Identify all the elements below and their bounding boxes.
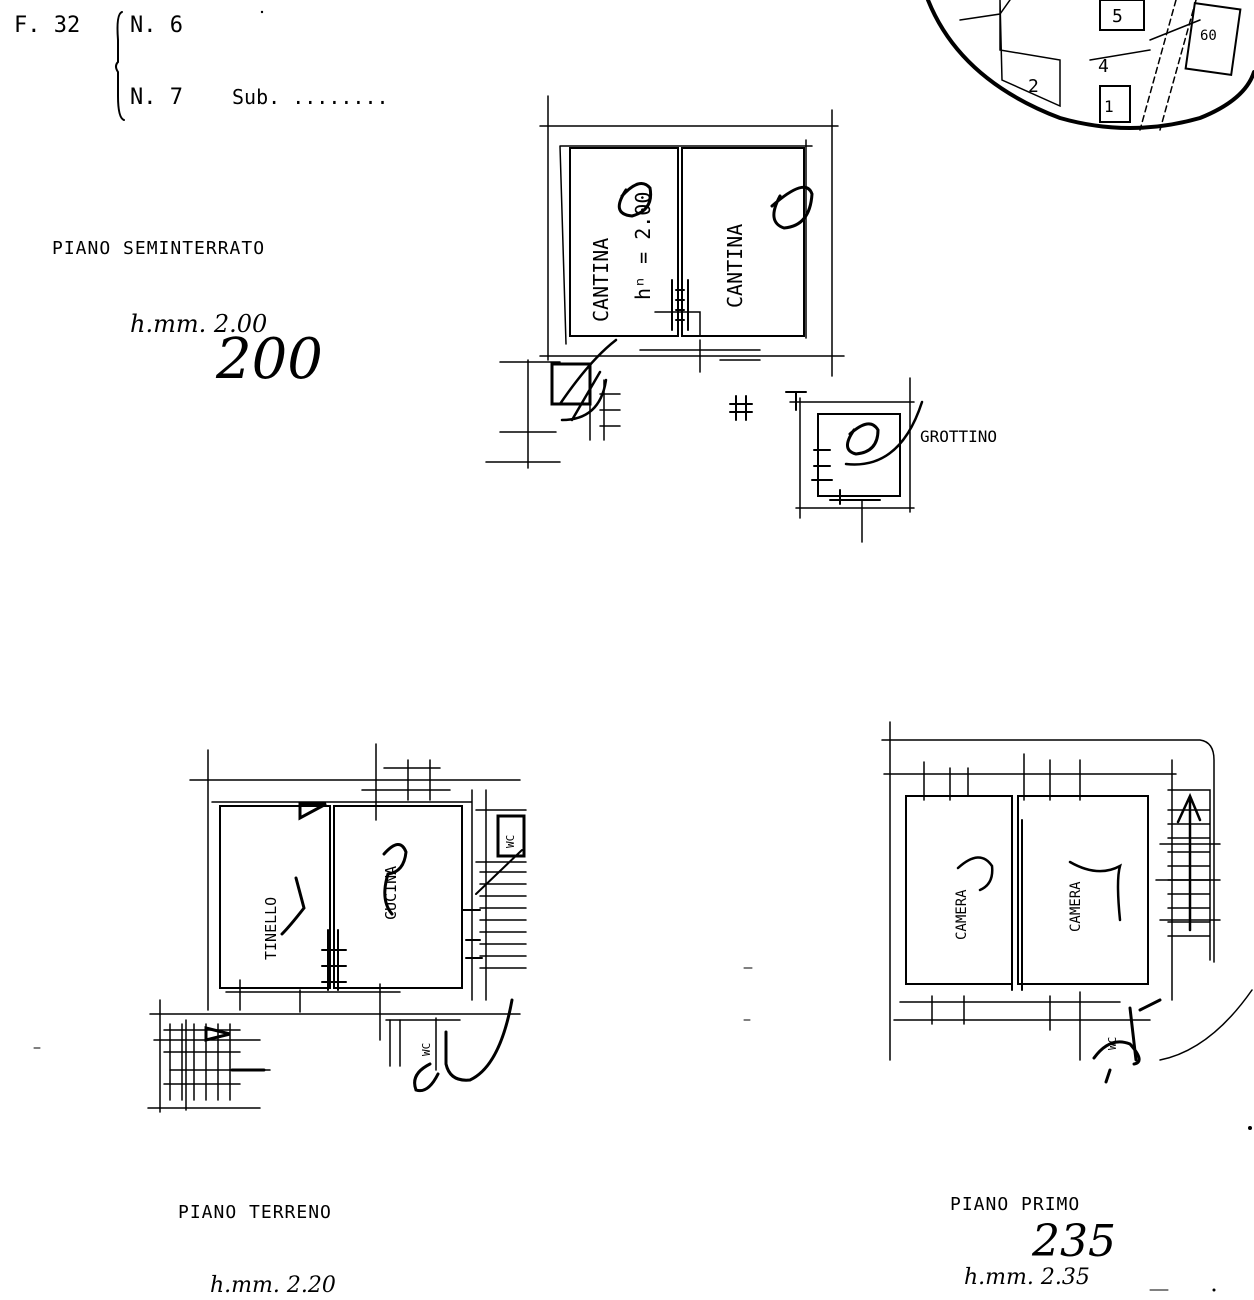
tinello-label: TINELLO bbox=[262, 896, 280, 960]
cantina-1-room bbox=[570, 148, 678, 336]
cantina-1-height: hⁿ = 2.00 bbox=[631, 191, 655, 300]
entrance-stair bbox=[164, 1024, 264, 1100]
parcel-2-label: 2 bbox=[1028, 76, 1039, 97]
wall-hatch bbox=[730, 392, 806, 420]
handwritten-mark bbox=[958, 857, 992, 890]
road-line bbox=[1160, 0, 1196, 130]
handwritten-mark bbox=[282, 878, 304, 934]
camera-1-label: CAMERA bbox=[954, 889, 970, 940]
parcel-60-label: 60 bbox=[1200, 28, 1217, 44]
inset-location-map bbox=[928, 0, 1254, 130]
cucina-label: CUCINA bbox=[382, 865, 400, 920]
first-floor-title: PIANO PRIMO bbox=[950, 1194, 1081, 1215]
first-floor-wc bbox=[1094, 990, 1252, 1082]
wc-1-label: WC bbox=[504, 834, 517, 848]
stair-arrow bbox=[560, 340, 616, 420]
cantina-1-label: CANTINA bbox=[589, 237, 613, 322]
pointer-curve bbox=[1160, 990, 1252, 1060]
construction-lines bbox=[486, 96, 844, 468]
stair-marks bbox=[640, 312, 760, 372]
parcel-boundary bbox=[960, 0, 1010, 20]
ground-floor-title-left: PIANO TERRENO bbox=[178, 1202, 332, 1223]
semi-basement-plan bbox=[52, 96, 997, 542]
pointer-curve bbox=[1094, 1000, 1160, 1082]
inset-map-circle bbox=[928, 0, 1254, 128]
first-floor-stair bbox=[1168, 790, 1210, 960]
ground-floor-plan bbox=[148, 744, 526, 1298]
first-floor-plan bbox=[882, 722, 1252, 1290]
camera-2-label: CAMERA bbox=[1068, 881, 1084, 932]
ground-floor-height-label: h.mm. 2.20 bbox=[210, 1273, 336, 1298]
semi-basement-title: PIANO SEMINTERRATO bbox=[52, 238, 266, 259]
grottino-room bbox=[730, 378, 997, 542]
first-floor-height-label: h.mm. 2.35 bbox=[964, 1265, 1090, 1290]
cantina-2-label: CANTINA bbox=[723, 223, 747, 308]
mappale-6-label: N. 6 bbox=[130, 13, 183, 38]
grottino-label: GROTTINO bbox=[920, 427, 998, 446]
sub-label: Sub. ........ bbox=[232, 85, 389, 109]
road-line bbox=[1140, 0, 1176, 130]
foglio-label: F. 32 bbox=[14, 13, 81, 38]
semi-basement-height-label: h.mm. 2.00 bbox=[130, 310, 268, 338]
wc-2-label: WC bbox=[420, 1042, 433, 1056]
cadastral-reference bbox=[14, 12, 389, 120]
construction-lines bbox=[882, 722, 1220, 1060]
first-floor-height-big: 235 bbox=[1032, 1216, 1116, 1267]
wall-hatch bbox=[672, 280, 688, 330]
semi-basement-height-big: 200 bbox=[216, 327, 323, 392]
handwritten-mark bbox=[847, 424, 878, 454]
brace bbox=[116, 12, 124, 120]
parcel-1-label: 1 bbox=[1104, 97, 1114, 116]
construction-lines bbox=[148, 744, 526, 1112]
wc-label: WC bbox=[1106, 1036, 1119, 1050]
parcel-4-label: 4 bbox=[1098, 56, 1109, 77]
mappale-7-label: N. 7 bbox=[130, 85, 183, 110]
parcel-5-label: 5 bbox=[1112, 6, 1123, 27]
